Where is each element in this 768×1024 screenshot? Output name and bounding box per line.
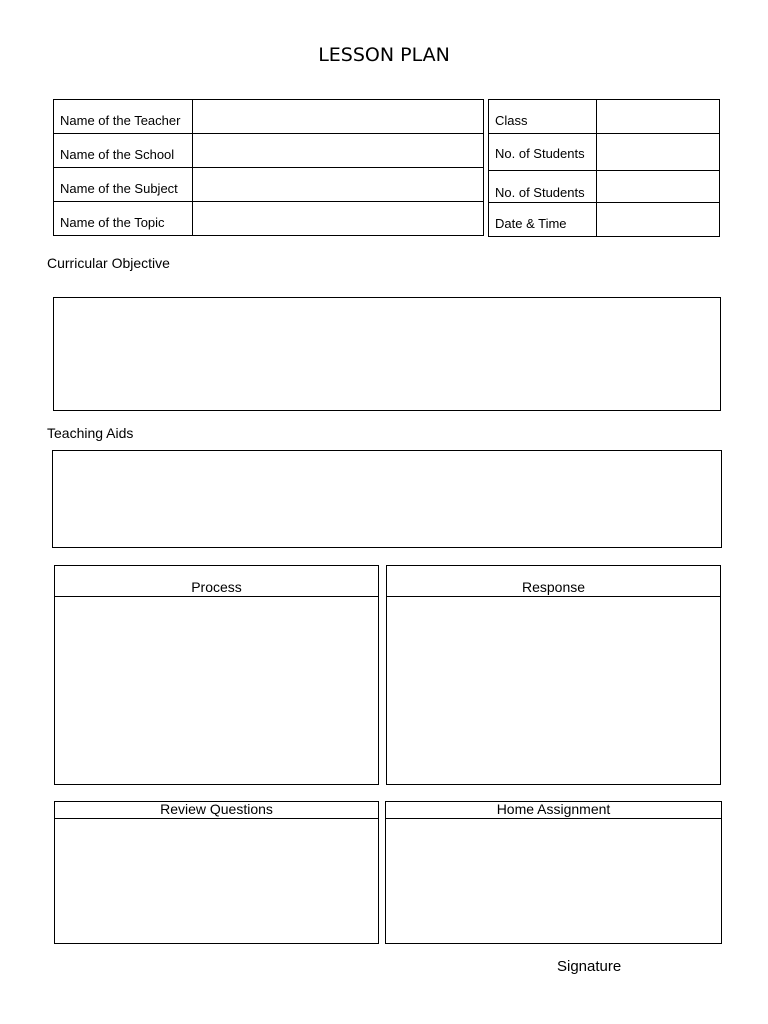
school-name-field[interactable] <box>193 134 484 168</box>
students-count-label: No. of Students <box>489 134 597 171</box>
table-row <box>54 168 484 202</box>
page-title: LESSON PLAN <box>318 44 450 66</box>
table-row <box>489 100 720 134</box>
home-assignment-header: Home Assignment <box>386 802 721 819</box>
teacher-name-field[interactable] <box>193 100 484 134</box>
table-row <box>54 100 484 134</box>
class-label: Class <box>489 100 597 134</box>
table-row <box>489 134 720 171</box>
signature-label: Signature <box>557 958 622 975</box>
curricular-objective-field[interactable] <box>53 297 721 411</box>
school-name-label: Name of the School <box>54 134 193 168</box>
response-field[interactable] <box>387 597 720 784</box>
review-questions-header: Review Questions <box>55 802 378 819</box>
table-row <box>489 203 720 237</box>
date-time-label: Date & Time <box>489 203 597 237</box>
process-box <box>54 565 379 785</box>
subject-name-field[interactable] <box>193 168 484 202</box>
teacher-info-table <box>53 99 484 236</box>
teaching-aids-label: Teaching Aids <box>47 425 134 441</box>
table-row <box>489 171 720 203</box>
response-box <box>386 565 721 785</box>
topic-name-label: Name of the Topic <box>54 202 193 236</box>
process-field[interactable] <box>55 597 378 784</box>
class-field[interactable] <box>597 100 720 134</box>
table-row <box>54 134 484 168</box>
students-count-field[interactable] <box>597 134 720 171</box>
curricular-objective-label: Curricular Objective <box>47 255 170 271</box>
home-assignment-field[interactable] <box>386 819 721 943</box>
topic-name-field[interactable] <box>193 202 484 236</box>
process-header: Process <box>55 566 378 597</box>
subject-name-label: Name of the Subject <box>54 168 193 202</box>
teacher-name-label: Name of the Teacher <box>54 100 193 134</box>
date-time-field[interactable] <box>597 203 720 237</box>
teaching-aids-field[interactable] <box>52 450 722 548</box>
home-assignment-box <box>385 801 722 944</box>
table-row <box>54 202 484 236</box>
response-header: Response <box>387 566 720 597</box>
students-count-field-2[interactable] <box>597 171 720 203</box>
class-info-table <box>488 99 720 237</box>
review-questions-field[interactable] <box>55 819 378 943</box>
review-questions-box <box>54 801 379 944</box>
students-count-label-2: No. of Students <box>489 171 597 203</box>
